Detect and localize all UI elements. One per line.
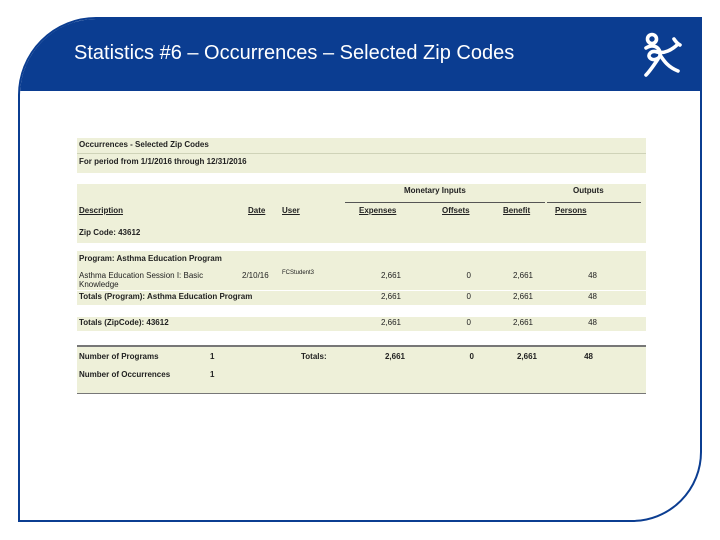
program-row [77, 251, 646, 268]
totals-program-offsets: 0 [466, 292, 471, 301]
detail-user: FCStudent3 [282, 270, 315, 276]
totals-program-row [77, 290, 646, 305]
slide-title: Statistics #6 – Occurrences – Selected Zip Codes [74, 42, 515, 64]
program-label: Program: Asthma Education Program [79, 254, 222, 263]
group-outputs: Outputs [573, 186, 604, 195]
spacer [77, 305, 646, 317]
summary-block [77, 345, 646, 394]
detail-expenses: 2,661 [380, 271, 401, 280]
detail-benefit: 2,661 [512, 271, 533, 280]
summary-expenses: 2,661 [384, 352, 405, 361]
totals-program-benefit: 2,661 [512, 292, 533, 301]
occurrence-report [77, 138, 646, 394]
detail-description: Asthma Education Session I: Basic [79, 271, 204, 280]
detail-description-cont: Knowledge [79, 280, 119, 289]
zip-code-row [77, 223, 646, 243]
stick-figure-logo-icon [638, 31, 686, 79]
group-monetary-inputs: Monetary Inputs [404, 186, 466, 195]
summary-totals-label: Totals: [301, 352, 327, 361]
detail-persons: 48 [588, 271, 597, 280]
col-benefit: Benefit [503, 206, 531, 215]
col-expenses: Expenses [359, 206, 397, 215]
totals-zip-benefit: 2,661 [512, 318, 533, 327]
spacer [77, 243, 646, 251]
totals-zip-row [77, 317, 646, 331]
report-period: For period from 1/1/2016 through 12/31/2016 [79, 157, 247, 166]
summary-benefit: 2,661 [516, 352, 537, 361]
detail-date: 2/10/16 [242, 271, 269, 280]
header-divider [77, 153, 646, 154]
col-date: Date [248, 206, 266, 215]
totals-zip-expenses: 2,661 [380, 318, 401, 327]
totals-program-persons: 48 [588, 292, 597, 301]
totals-zip-offsets: 0 [466, 318, 471, 327]
spacer [77, 331, 646, 345]
col-description: Description [79, 206, 124, 215]
col-persons: Persons [555, 206, 587, 215]
zip-code-label: Zip Code: 43612 [79, 228, 141, 237]
monetary-underline [345, 202, 545, 203]
totals-program-label: Totals (Program): Asthma Education Program [79, 292, 253, 301]
totals-program-expenses: 2,661 [380, 292, 401, 301]
table-row [77, 268, 646, 290]
report-header [77, 138, 646, 173]
col-offsets: Offsets [442, 206, 470, 215]
summary-offsets: 0 [469, 352, 474, 361]
occurrences-count-value: 1 [210, 370, 215, 379]
detail-offsets: 0 [466, 271, 471, 280]
programs-count-label: Number of Programs [79, 352, 159, 361]
occurrences-count-label: Number of Occurrences [79, 370, 171, 379]
title-bar [20, 19, 700, 91]
totals-zip-persons: 48 [588, 318, 597, 327]
slide-frame [18, 17, 702, 522]
column-header [77, 184, 646, 223]
totals-zip-label: Totals (ZipCode): 43612 [79, 318, 169, 327]
programs-count-value: 1 [210, 352, 215, 361]
outputs-underline [547, 202, 641, 203]
col-user: User [282, 206, 300, 215]
report-heading: Occurrences - Selected Zip Codes [79, 140, 209, 149]
summary-persons: 48 [584, 352, 593, 361]
